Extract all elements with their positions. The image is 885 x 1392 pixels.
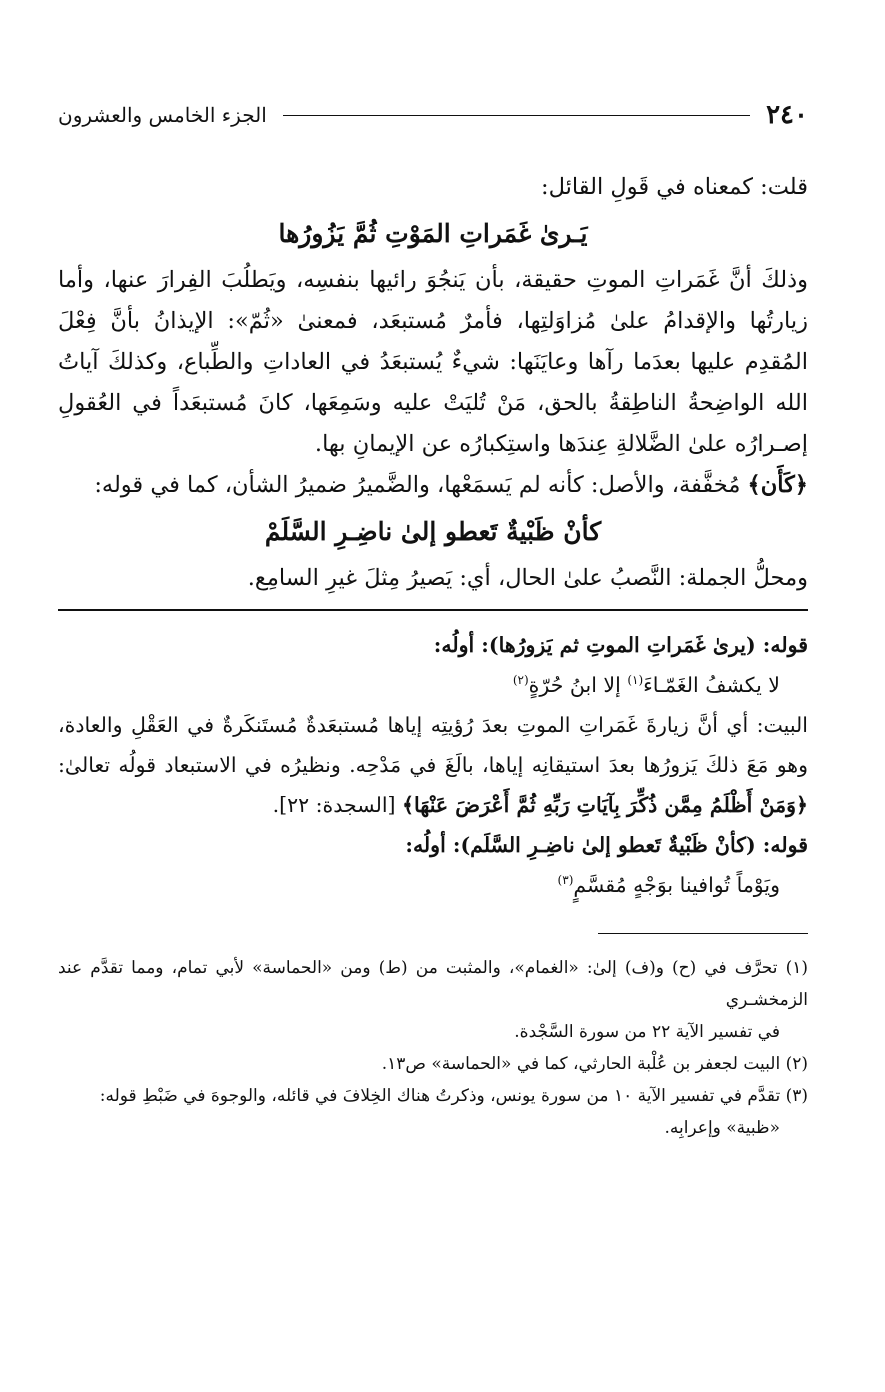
verse-line-2: كأنْ ظَبْيةٌ تَعطو إلىٰ ناضِـرِ السَّلَمْ: [264, 517, 602, 546]
commentary-head-1: قوله: (يرىٰ غَمَراتِ الموتِ ثم يَزورُها): أولُه:: [433, 633, 808, 657]
page: [58, 95, 808, 1144]
main-text: [58, 167, 808, 599]
keyword-kaan: ﴿كَأَن﴾: [747, 472, 808, 498]
paragraph-3: ومحلُّ الجملة: النَّصبُ علىٰ الحال، أي: يَصيرُ مِثلَ غيرِ السامِع.: [247, 565, 808, 591]
running-header: [58, 95, 808, 135]
commentary-paragraph-1-text: البيت: أي أنَّ زيارةَ غَمَراتِ الموتِ بعدَ رُؤيتِه إياها مُستبعَدةٌ مُستَنكَرةٌ في العَقْلِ والعادة، وهو مَعَ ذلكَ يَزورُها بعدَ استيقانِه إياها، بالَغَ في مَدْحِه. ونظيرُه في الاستبعاد قولُه تعالىٰ:: [58, 713, 808, 777]
footnote-1: (١) تحرَّف في (ح) و(ف) إلىٰ: «الغمام»، والمثبت من (ط) ومن «الحماسة» لأبي تمام، ومما تقدَّم عند الزمخشـري: [58, 958, 808, 1010]
footnote-1-continued: في تفسير الآية ٢٢ من سورة السَّجْدة.: [514, 1022, 780, 1042]
commentary-verse-1: [58, 665, 808, 705]
header-rule: [283, 115, 750, 116]
paragraph-2: [58, 465, 808, 506]
paragraph-1: وذلكَ أنَّ غَمَراتِ الموتِ حقيقة، بأن يَنجُوَ رائيها بنفسِه، ويَطلُبَ الفِرارَ عنها، وأما زيارتُها والإقدامُ علىٰ مُزاوَلتِها، فأمرٌ مُستبعَد، فمعنىٰ «ثُمّ»: الإيذانُ بأنَّ فِعْلَ المُقدِم عليها بعدَما رآها وعايَنَها: شيءٌ يُستبعَدُ في العاداتِ والطِّباع، وكذلكَ آياتُ الله الواضِحةُ الناطِقةُ بالحق، مَنْ تُليَتْ عليه وسَمِعَها، كانَ مُستبعَداً في العُقولِ إصـرارُه علىٰ الضَّلالةِ عِندَها واستِكبارُه عن الإيمانِ بها.: [58, 267, 808, 457]
quran-quote: ﴿وَمَنْ أَظْلَمُ مِمَّن ذُكِّرَ بِآيَاتِ رَبِّهِ ثُمَّ أَعْرَضَ عَنْهَا﴾: [402, 793, 808, 817]
quran-reference: [السجدة: ٢٢].: [272, 793, 403, 817]
footnote-ref-1: (١): [627, 673, 644, 688]
footnote-2: (٢) البيت لجعفر بن عُلْبة الحارثي، كما في «الحماسة» ص١٣.: [381, 1054, 808, 1074]
commentary-paragraph-1: [58, 705, 808, 825]
page-number: ٢٤٠: [766, 100, 808, 130]
commentary-verse-1-b: إلا ابنُ حُرّةٍ: [528, 673, 628, 697]
paragraph-2-text: مُخفَّفة، والأصل: كأنه لم يَسمَعْها، والضَّميرُ ضميرُ الشأن، كما في قوله:: [94, 472, 748, 498]
footnote-ref-3: (٣): [557, 873, 574, 888]
footnote-3-continued: «ظبية» وإعرابِه.: [664, 1118, 780, 1138]
commentary-separator: [58, 609, 808, 611]
commentary-verse-2: [58, 865, 808, 905]
commentary: [58, 625, 808, 905]
footnote-ref-2: (٢): [512, 673, 529, 688]
commentary-head-2: قوله: (كأنْ ظَبْيةٌ تَعطو إلىٰ ناضِـرِ السَّلَم): أولُه:: [405, 833, 808, 857]
running-title: الجزء الخامس والعشرون: [58, 103, 267, 127]
verse-line-1: يَـرىٰ غَمَراتِ المَوْتِ ثُمَّ يَزُورُها: [278, 219, 588, 248]
intro-line: قلت: كمعناه في قَولِ القائل:: [541, 174, 808, 200]
commentary-verse-1-a: لا يكشفُ الغَمّـاءَ: [643, 673, 780, 697]
footnote-3: (٣) تقدَّم في تفسير الآية ١٠ من سورة يونس، وذكرتُ هناك الخِلافَ في قائله، والوجوهَ في ضَبْطِ قوله:: [99, 1086, 808, 1106]
footnote-rule: [598, 933, 808, 934]
footnotes: [58, 952, 808, 1144]
commentary-verse-2-text: ويَوْماً تُوافينا بوَجْهٍ مُقسَّمٍ: [573, 873, 780, 897]
